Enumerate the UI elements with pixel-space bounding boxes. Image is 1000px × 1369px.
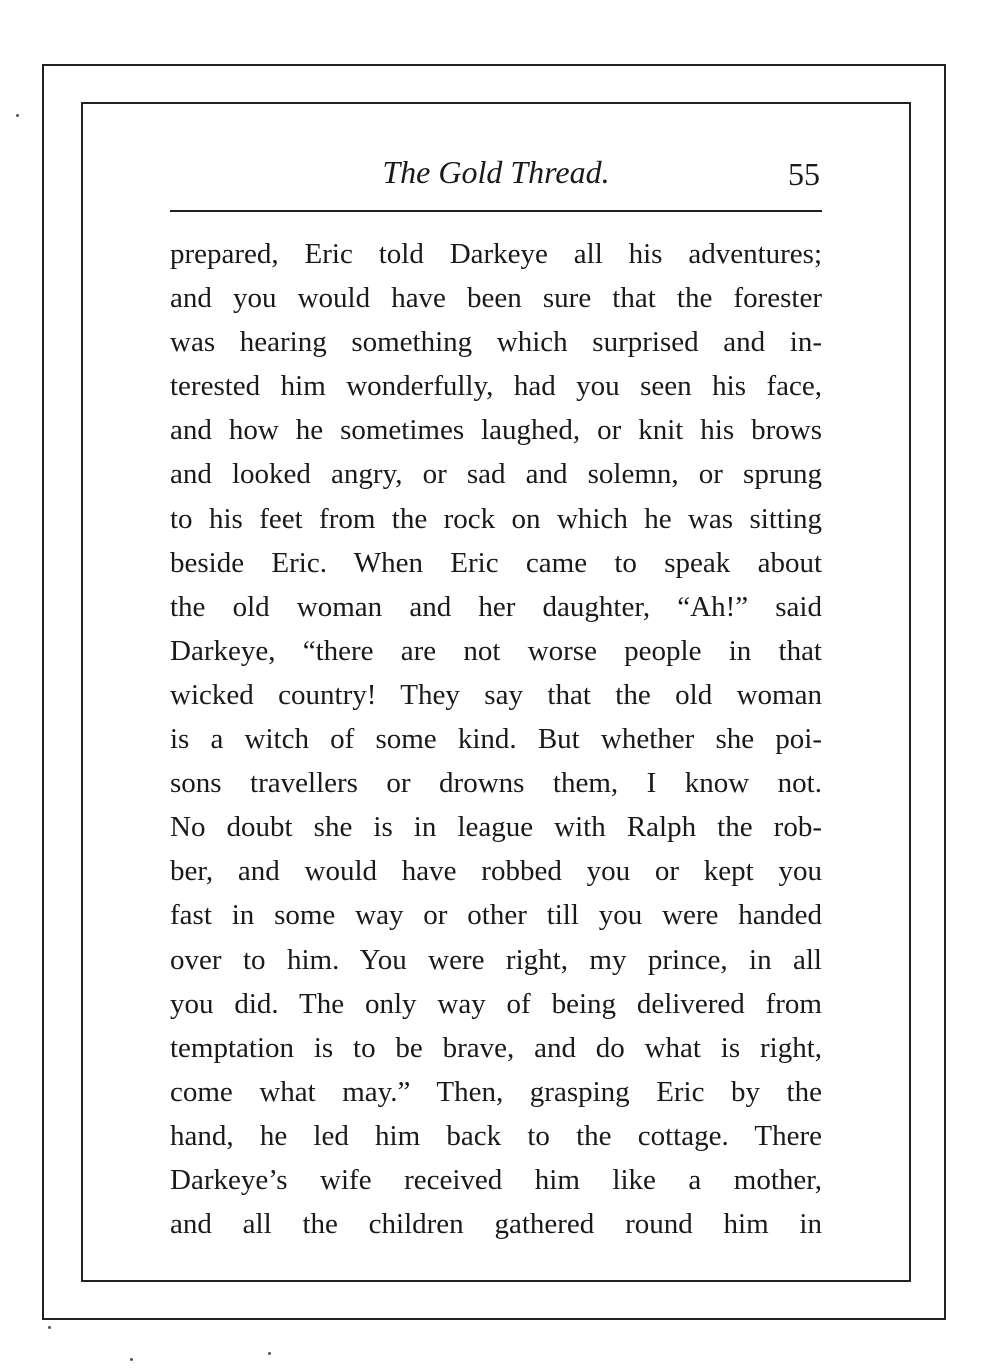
text-line: the old woman and her daughter, “Ah!” said	[170, 590, 822, 623]
text-line: and looked angry, or sad and solemn, or sprung	[170, 458, 822, 491]
text-line: prepared, Eric told Darkeye all his adventures;	[170, 238, 822, 270]
text-line: hand, he led him back to the cottage. There	[170, 1119, 822, 1152]
text-line: and all the children gathered round him in	[170, 1208, 822, 1241]
text-line: over to him. You were right, my prince, in all	[170, 943, 822, 976]
running-header	[170, 150, 822, 200]
text-line: temptation is to be brave, and do what is right,	[170, 1031, 822, 1064]
scan-speck	[48, 1326, 51, 1329]
text-line: come what may.” Then, grasping Eric by the	[170, 1075, 822, 1108]
text-line: No doubt she is in league with Ralph the rob-	[170, 811, 822, 844]
text-line: sons travellers or drowns them, I know not.	[170, 767, 822, 800]
text-line: wicked country! They say that the old woman	[170, 678, 822, 711]
text-line: Darkeye’s wife received him like a mother,	[170, 1163, 822, 1196]
text-line: fast in some way or other till you were handed	[170, 899, 822, 932]
body-text	[170, 232, 822, 1246]
text-line: you did. The only way of being delivered from	[170, 987, 822, 1020]
text-line: was hearing something which surprised and in-	[170, 326, 822, 359]
scan-speck	[16, 114, 19, 117]
running-title: The Gold Thread.	[382, 154, 610, 190]
page-number: 55	[788, 156, 820, 192]
text-line: Darkeye, “there are not worse people in that	[170, 634, 822, 667]
text-line: ber, and would have robbed you or kept you	[170, 855, 822, 888]
text-line: to his feet from the rock on which he was sitting	[170, 502, 822, 535]
header-rule	[170, 210, 822, 212]
text-line: beside Eric. When Eric came to speak about	[170, 546, 822, 579]
text-line: and you would have been sure that the forester	[170, 282, 822, 315]
scan-speck	[268, 1352, 271, 1355]
text-line: terested him wonderfully, had you seen his face,	[170, 370, 822, 403]
text-line: is a witch of some kind. But whether she poi-	[170, 723, 822, 756]
text-line: and how he sometimes laughed, or knit his brows	[170, 414, 822, 447]
scan-speck	[130, 1358, 133, 1361]
